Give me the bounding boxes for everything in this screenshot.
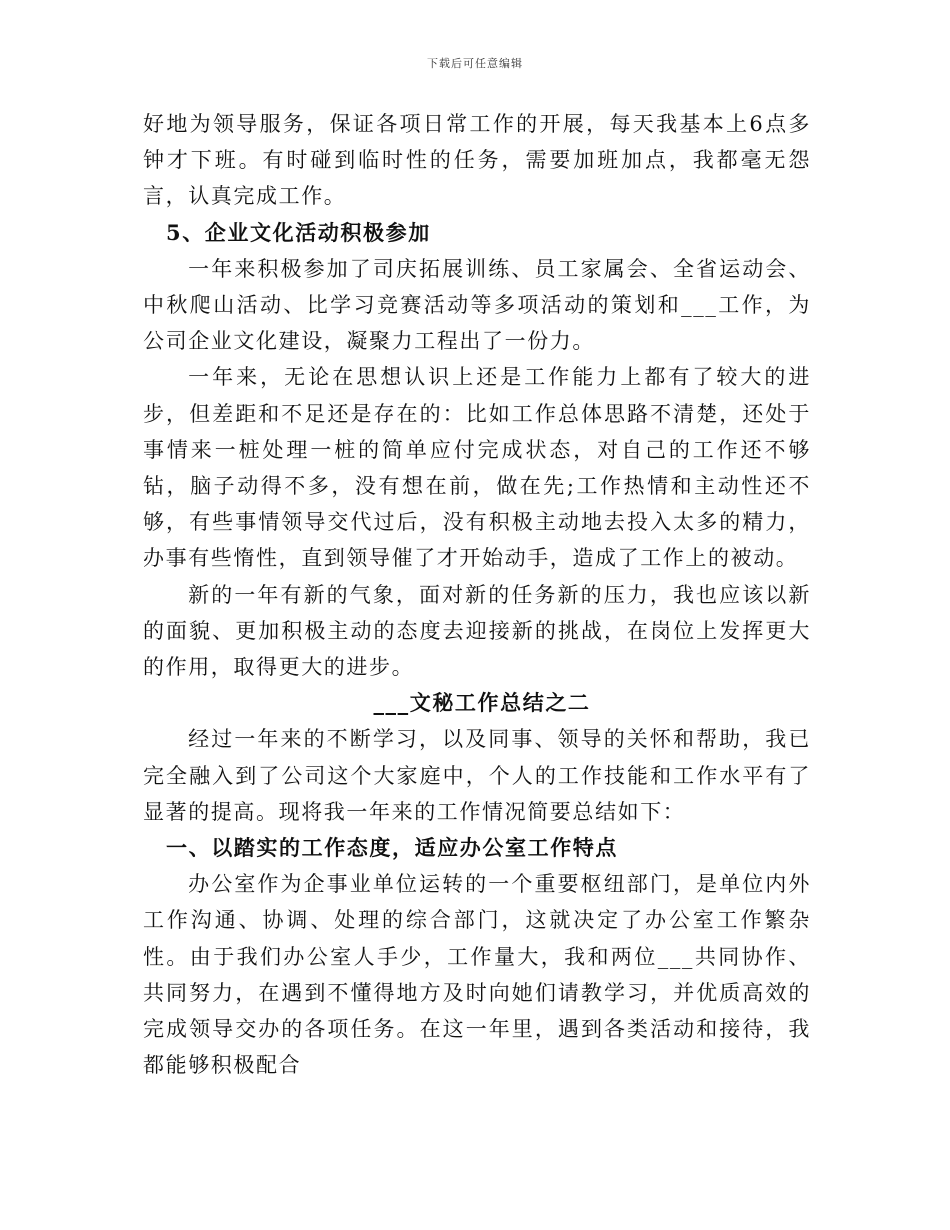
page-header: 下载后可任意编辑: [427, 57, 523, 70]
section-heading-culture-activities: 5、企业文化活动积极参加: [166, 219, 431, 245]
paragraph-new-year: 新的一年有新的气象，面对新的任务新的压力，我也应该以新的面貌、更加积极主动的态度去迎接新的挑战，在岗位上发挥更大的作用，取得更大的进步。: [143, 582, 811, 680]
paragraph-continuation: 好地为领导服务，保证各项日常工作的开展，每天我基本上6点多钟才下班。有时碰到临时性的任务，需要加班加点，我都毫无怨言，认真完成工作。: [143, 112, 811, 209]
paragraph-intro: 经过一年来的不断学习，以及同事、领导的关怀和帮助，我已完全融入到了公司这个大家庭中，个人的工作技能和工作水平有了显著的提高。现将我一年来的工作情况简要总结如下：: [143, 727, 811, 824]
paragraph-activities: 一年来积极参加了司庆拓展训练、员工家属会、全省运动会、中秋爬山活动、比学习竞赛活动等多项活动的策划和___工作，为公司企业文化建设，凝聚力工程出了一份力。: [143, 256, 811, 354]
document-body: [143, 106, 811, 1083]
paragraph-shortcomings: 一年来，无论在思想认识上还是工作能力上都有了较大的进步，但差距和不足还是存在的：比如工作总体思路不清楚，还处于事情来一桩处理一桩的简单应付完成状态，对自己的工作还不够钻，脑子动得不多，没有想在前，做在先;工作热情和主动性还不够，有些事情领导交代过后，没有积极主动地去投入太多的精力，办事有些惰性，直到领导催了才开始动手，造成了工作上的被动。: [143, 365, 811, 571]
document-title-part-two: ___文秘工作总结之二: [373, 690, 591, 716]
section-heading-work-attitude: 一、以踏实的工作态度，适应办公室工作特点: [166, 835, 618, 861]
paragraph-office-role: 办公室作为企事业单位运转的一个重要枢纽部门，是单位内外工作沟通、协调、处理的综合部门，这就决定了办公室工作繁杂性。由于我们办公室人手少，工作量大，我和两位___共同协作、共同努力，在遇到不懂得地方及时向她们请教学习，并优质高效的完成领导交办的各项任务。在这一年里，遇到各类活动和接待，我都能够积极配合: [143, 872, 811, 1078]
